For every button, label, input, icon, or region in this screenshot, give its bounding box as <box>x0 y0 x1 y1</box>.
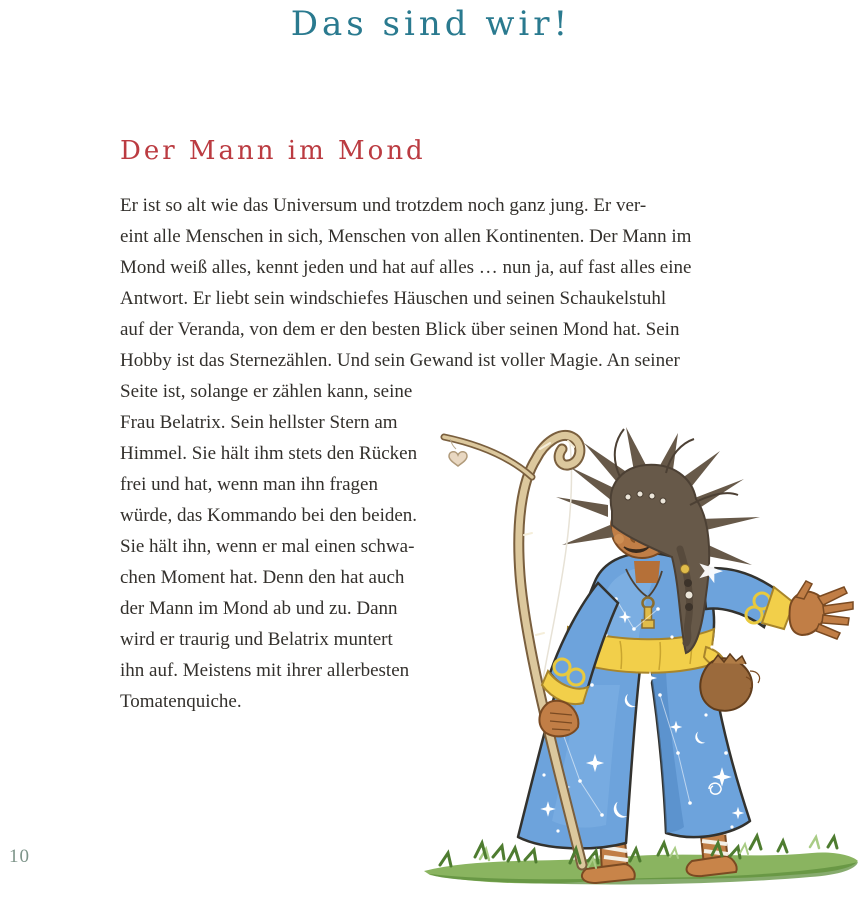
body-line: Mond weiß alles, kennt jeden und hat auf alles … nun ja, auf fast alles eine <box>120 257 692 278</box>
body-line: der Mann im Mond ab und zu. Dann <box>120 598 398 619</box>
body-line: auf der Veranda, von dem er den besten Blick über seinen Mond hat. Sein <box>120 319 680 340</box>
body-line: Tomatenquiche. <box>120 691 242 712</box>
man-in-the-moon-illustration <box>420 385 862 899</box>
body-line: Antwort. Er liebt sein windschiefes Häuschen und seinen Schaukelstuhl <box>120 288 667 309</box>
body-line: chen Moment hat. Denn den hat auch <box>120 567 405 588</box>
page-title: Das sind wir! <box>290 4 572 44</box>
section-heading: Der Mann im Mond <box>120 136 426 166</box>
body-line: Sie hält ihn, wenn er mal einen schwa- <box>120 536 415 557</box>
body-line: Er ist so alt wie das Universum und trotzdem noch ganz jung. Er ver- <box>120 195 647 216</box>
body-line: frei und hat, wenn man ihn fragen <box>120 474 378 495</box>
body-line: ihn auf. Meistens mit ihrer allerbesten <box>120 660 410 681</box>
body-line: eint alle Menschen in sich, Menschen von allen Kontinenten. Der Mann im <box>120 226 692 247</box>
page-number: 10 <box>9 846 30 867</box>
body-line: wird er traurig und Belatrix muntert <box>120 629 393 650</box>
body-line: würde, das Kommando bei den beiden. <box>120 505 418 526</box>
body-line: Seite ist, solange er zählen kann, seine <box>120 381 413 402</box>
body-line: Himmel. Sie hält ihm stets den Rücken <box>120 443 418 464</box>
body-line: Frau Belatrix. Sein hellster Stern am <box>120 412 398 433</box>
body-line: Hobby ist das Sternezählen. Und sein Gewand ist voller Magie. An seiner <box>120 350 680 371</box>
heart-charm <box>449 452 467 466</box>
open-hand <box>790 581 854 639</box>
